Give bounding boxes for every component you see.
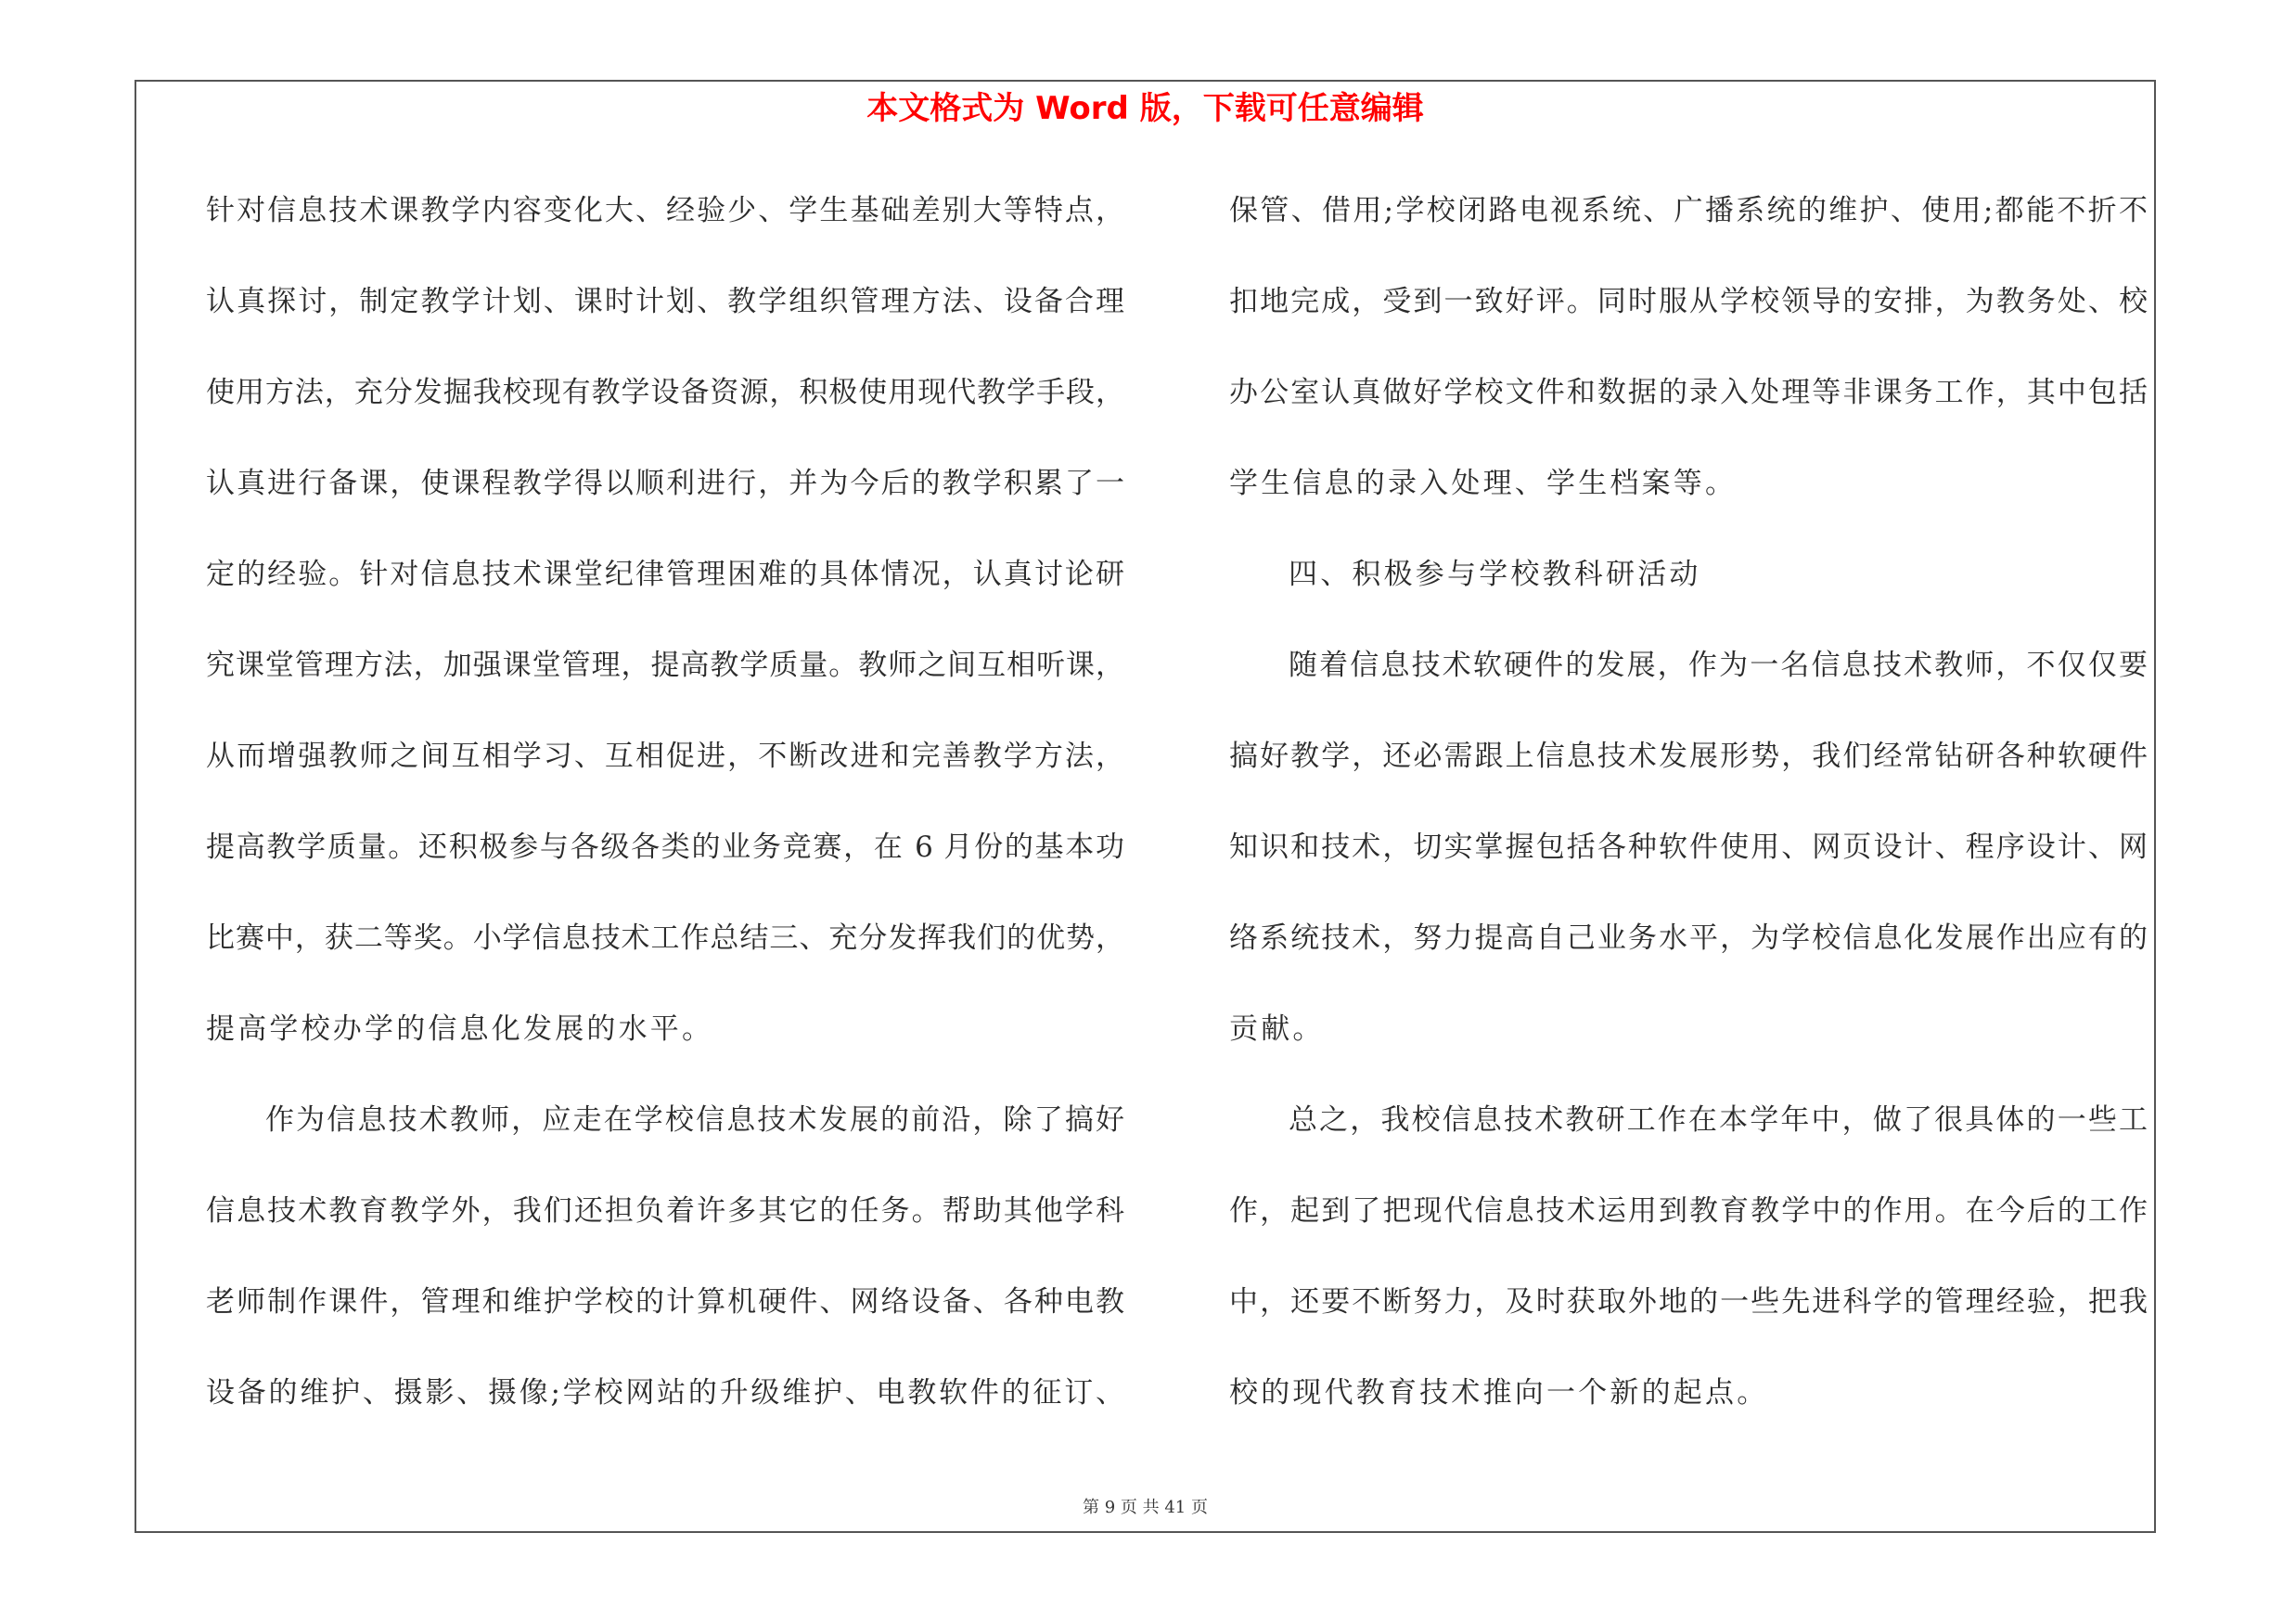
body-line: 知识和技术，切实掌握包括各种软件使用、网页设计、程序设计、网 (1229, 831, 2148, 864)
body-line: 从而增强教师之间互相学习、互相促进，不断改进和完善教学方法， (206, 740, 1124, 773)
body-line: 定的经验。针对信息技术课堂纪律管理困难的具体情况，认真讨论研 (206, 558, 1124, 591)
body-line: 提高教学质量。还积极参与各级各类的业务竞赛，在 6 月份的基本功 (206, 831, 1124, 864)
body-line: 搞好教学，还必需跟上信息技术发展形势，我们经常钻研各种软硬件 (1229, 740, 2148, 773)
format-notice-banner: 本文格式为 Word 版，下载可任意编辑 (866, 90, 1424, 127)
body-line: 针对信息技术课教学内容变化大、经验少、学生基础差别大等特点， (206, 194, 1124, 227)
body-line: 作，起到了把现代信息技术运用到教育教学中的作用。在今后的工作 (1229, 1194, 2148, 1228)
body-line: 中，还要不断努力，及时获取外地的一些先进科学的管理经验，把我 (1229, 1285, 2148, 1319)
paragraph-start-line: 作为信息技术教师，应走在学校信息技术发展的前沿，除了搞好 (265, 1103, 1124, 1137)
body-line: 学生信息的录入处理、学生档案等。 (1229, 467, 1738, 500)
body-line: 设备的维护、摄影、摄像;学校网站的升级维护、电教软件的征订、 (206, 1376, 1124, 1410)
paragraph-start-line: 总之，我校信息技术教研工作在本学年中，做了很具体的一些工 (1289, 1103, 2148, 1137)
body-line: 办公室认真做好学校文件和数据的录入处理等非课务工作，其中包括 (1229, 376, 2148, 409)
left-text-column (206, 186, 1124, 1459)
body-line: 老师制作课件，管理和维护学校的计算机硬件、网络设备、各种电教 (206, 1285, 1124, 1319)
body-line: 扣地完成，受到一致好评。同时服从学校领导的安排，为教务处、校 (1229, 285, 2148, 318)
body-line: 贡献。 (1229, 1012, 1325, 1046)
body-line: 校的现代教育技术推向一个新的起点。 (1229, 1376, 1769, 1410)
body-line: 认真探讨，制定教学计划、课时计划、教学组织管理方法、设备合理 (206, 285, 1124, 318)
body-line: 络系统技术，努力提高自己业务水平，为学校信息化发展作出应有的 (1229, 921, 2148, 955)
page-number: 第 9 页 共 41 页 (1083, 1498, 1208, 1517)
body-line: 比赛中，获二等奖。小学信息技术工作总结三、充分发挥我们的优势， (206, 921, 1124, 955)
right-text-column (1229, 186, 2148, 1459)
body-line: 究课堂管理方法，加强课堂管理，提高教学质量。教师之间互相听课， (206, 649, 1124, 682)
body-line: 提高学校办学的信息化发展的水平。 (206, 1012, 714, 1046)
body-line: 使用方法，充分发掘我校现有教学设备资源，积极使用现代教学手段， (206, 376, 1124, 409)
body-line: 保管、借用;学校闭路电视系统、广播系统的维护、使用;都能不折不 (1229, 194, 2148, 227)
section-heading: 四、积极参与学校教科研活动 (1289, 558, 1701, 591)
body-line: 信息技术教育教学外，我们还担负着许多其它的任务。帮助其他学科 (206, 1194, 1124, 1228)
body-line: 认真进行备课，使课程教学得以顺利进行，并为今后的教学积累了一 (206, 467, 1124, 500)
paragraph-start-line: 随着信息技术软硬件的发展，作为一名信息技术教师，不仅仅要 (1289, 649, 2148, 682)
